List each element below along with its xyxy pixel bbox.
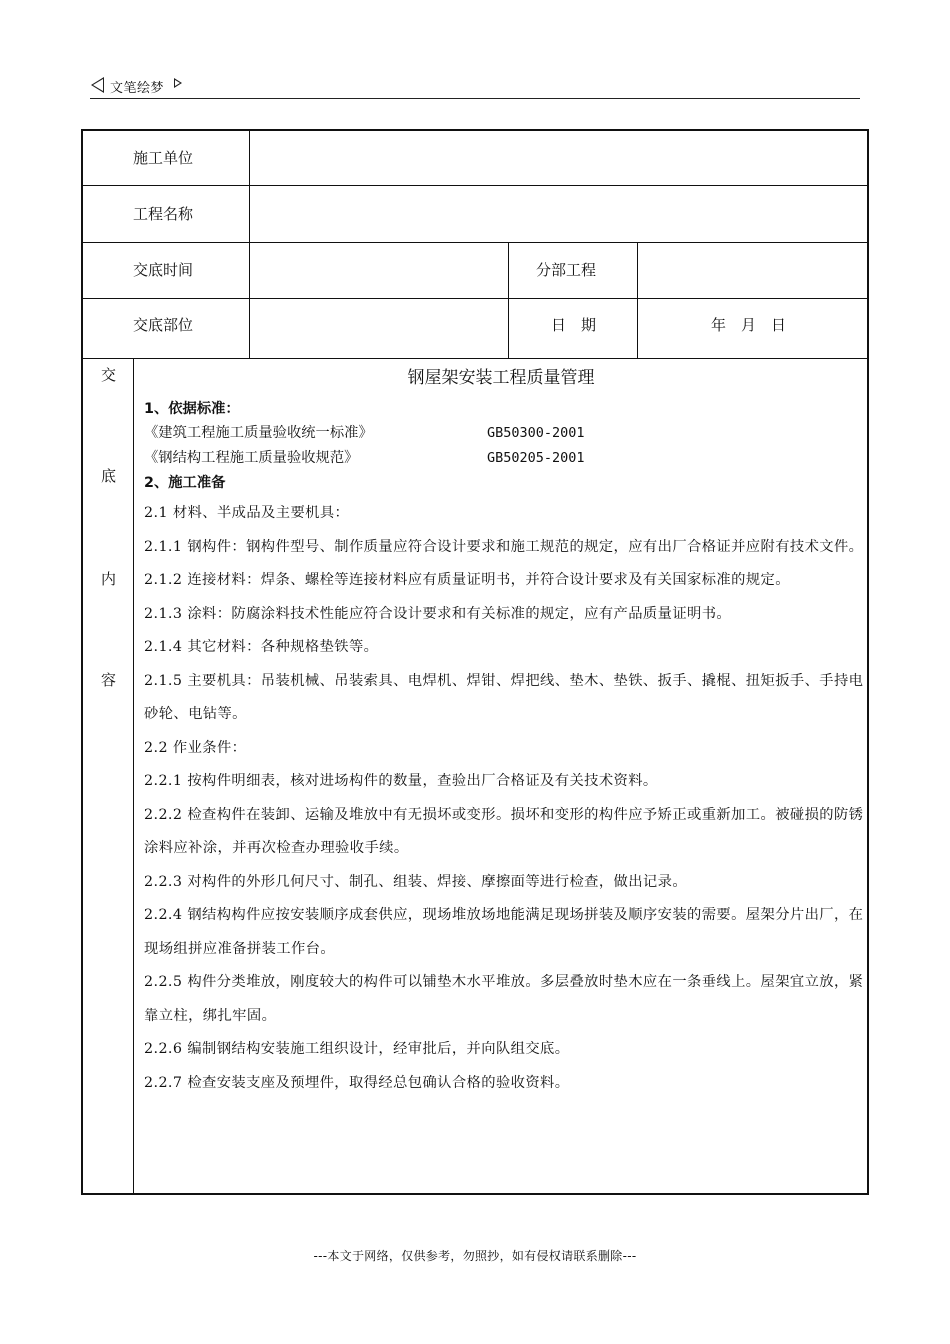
standard-code: GB50300-2001 [487, 425, 585, 441]
standard-name: 《建筑工程施工质量验收统一标准》 [144, 425, 373, 441]
briefing-location-label: 交底部位 [133, 316, 194, 334]
paragraph: 2.1.2 连接材料：焊条、螺栓等连接材料应有质量证明书，并符合设计要求及有关国家标准的规定。 [144, 572, 790, 588]
column-divider [508, 242, 509, 359]
side-label-char: 内 [101, 570, 117, 588]
paragraph: 2.2.5 构件分类堆放，刚度较大的构件可以铺垫木水平堆放。多层叠放时垫木应在一条垂线上。屋架宜立放，紧靠立柱，绑扎牢固。 [144, 974, 864, 1024]
side-label-char: 底 [101, 467, 117, 485]
side-label-char: 容 [101, 671, 117, 689]
briefing-time-label: 交底时间 [133, 261, 194, 279]
page-header [90, 74, 860, 99]
paragraph: 2.2.1 按构件明细表，核对进场构件的数量，查验出厂合格证及有关技术资料。 [144, 773, 658, 789]
section-heading: 1、依据标准： [144, 401, 240, 417]
date-label: 日 期 [551, 316, 597, 334]
briefing-form [81, 129, 869, 1195]
paragraph: 2.2.4 钢结构构件应按安装顺序成套供应，现场堆放场地能满足现场拼装及顺序安装的需要。屋架分片出厂，在现场组拼应准备拼装工作台。 [144, 907, 864, 957]
standard-name: 《钢结构工程施工质量验收规范》 [144, 450, 359, 466]
paragraph: 2.1 材料、半成品及主要机具： [144, 505, 350, 521]
header-brand: 文笔绘梦 [110, 81, 165, 96]
content-body [144, 397, 864, 1100]
row-divider [83, 298, 867, 299]
paragraph: 2.1.1 钢构件：钢构件型号、制作质量应符合设计要求和施工规范的规定，应有出厂合格证并应附有技术文件。 [144, 538, 864, 555]
paragraph: 2.1.5 主要机具：吊装机械、吊装索具、电焊机、焊钳、焊把线、垫木、垫铁、扳手、撬棍、扭矩扳手、手持电砂轮、电钻等。 [144, 672, 864, 722]
standard-item [144, 446, 864, 471]
project-name-label: 工程名称 [133, 205, 194, 223]
standard-item [144, 421, 864, 446]
row-divider [83, 242, 867, 243]
sub-project-label: 分部工程 [536, 261, 597, 279]
side-label-char: 交 [101, 366, 117, 384]
date-value: 年 月 日 [711, 316, 787, 334]
paragraph: 2.2.3 对构件的外形几何尺寸、制孔、组装、焊接、摩擦面等进行检查，做出记录。 [144, 873, 688, 890]
triangle-left-icon [91, 77, 104, 93]
paragraph: 2.2.2 检查构件在装卸、运输及堆放中有无损坏或变形。损坏和变形的构件应予矫正或重新加工。被碰损的防锈涂料应补涂，并再次检查办理验收手续。 [144, 806, 864, 856]
paragraph: 2.1.3 涂料：防腐涂料技术性能应符合设计要求和有关标准的规定，应有产品质量证明书。 [144, 605, 732, 622]
paragraph: 2.2 作业条件： [144, 739, 247, 756]
row-divider [83, 358, 867, 359]
paragraph: 2.1.4 其它材料：各种规格垫铁等。 [144, 639, 379, 655]
standard-code: GB50205-2001 [487, 450, 585, 466]
triangle-right-icon [174, 78, 182, 88]
construction-unit-label: 施工单位 [133, 149, 194, 167]
footer-notice: ---本文于网络，仅供参考，勿照抄，如有侵权请联系删除--- [313, 1249, 637, 1263]
paragraph: 2.2.7 检查安装支座及预埋件，取得经总包确认合格的验收资料。 [144, 1074, 570, 1091]
column-divider [133, 358, 134, 1195]
row-divider [83, 185, 867, 186]
column-divider [637, 242, 638, 359]
paragraph: 2.2.6 编制钢结构安装施工组织设计，经审批后，并向队组交底。 [144, 1041, 570, 1057]
column-divider [249, 131, 250, 359]
section-heading: 2、施工准备 [144, 475, 226, 491]
document-title: 钢屋架安装工程质量管理 [407, 368, 595, 388]
